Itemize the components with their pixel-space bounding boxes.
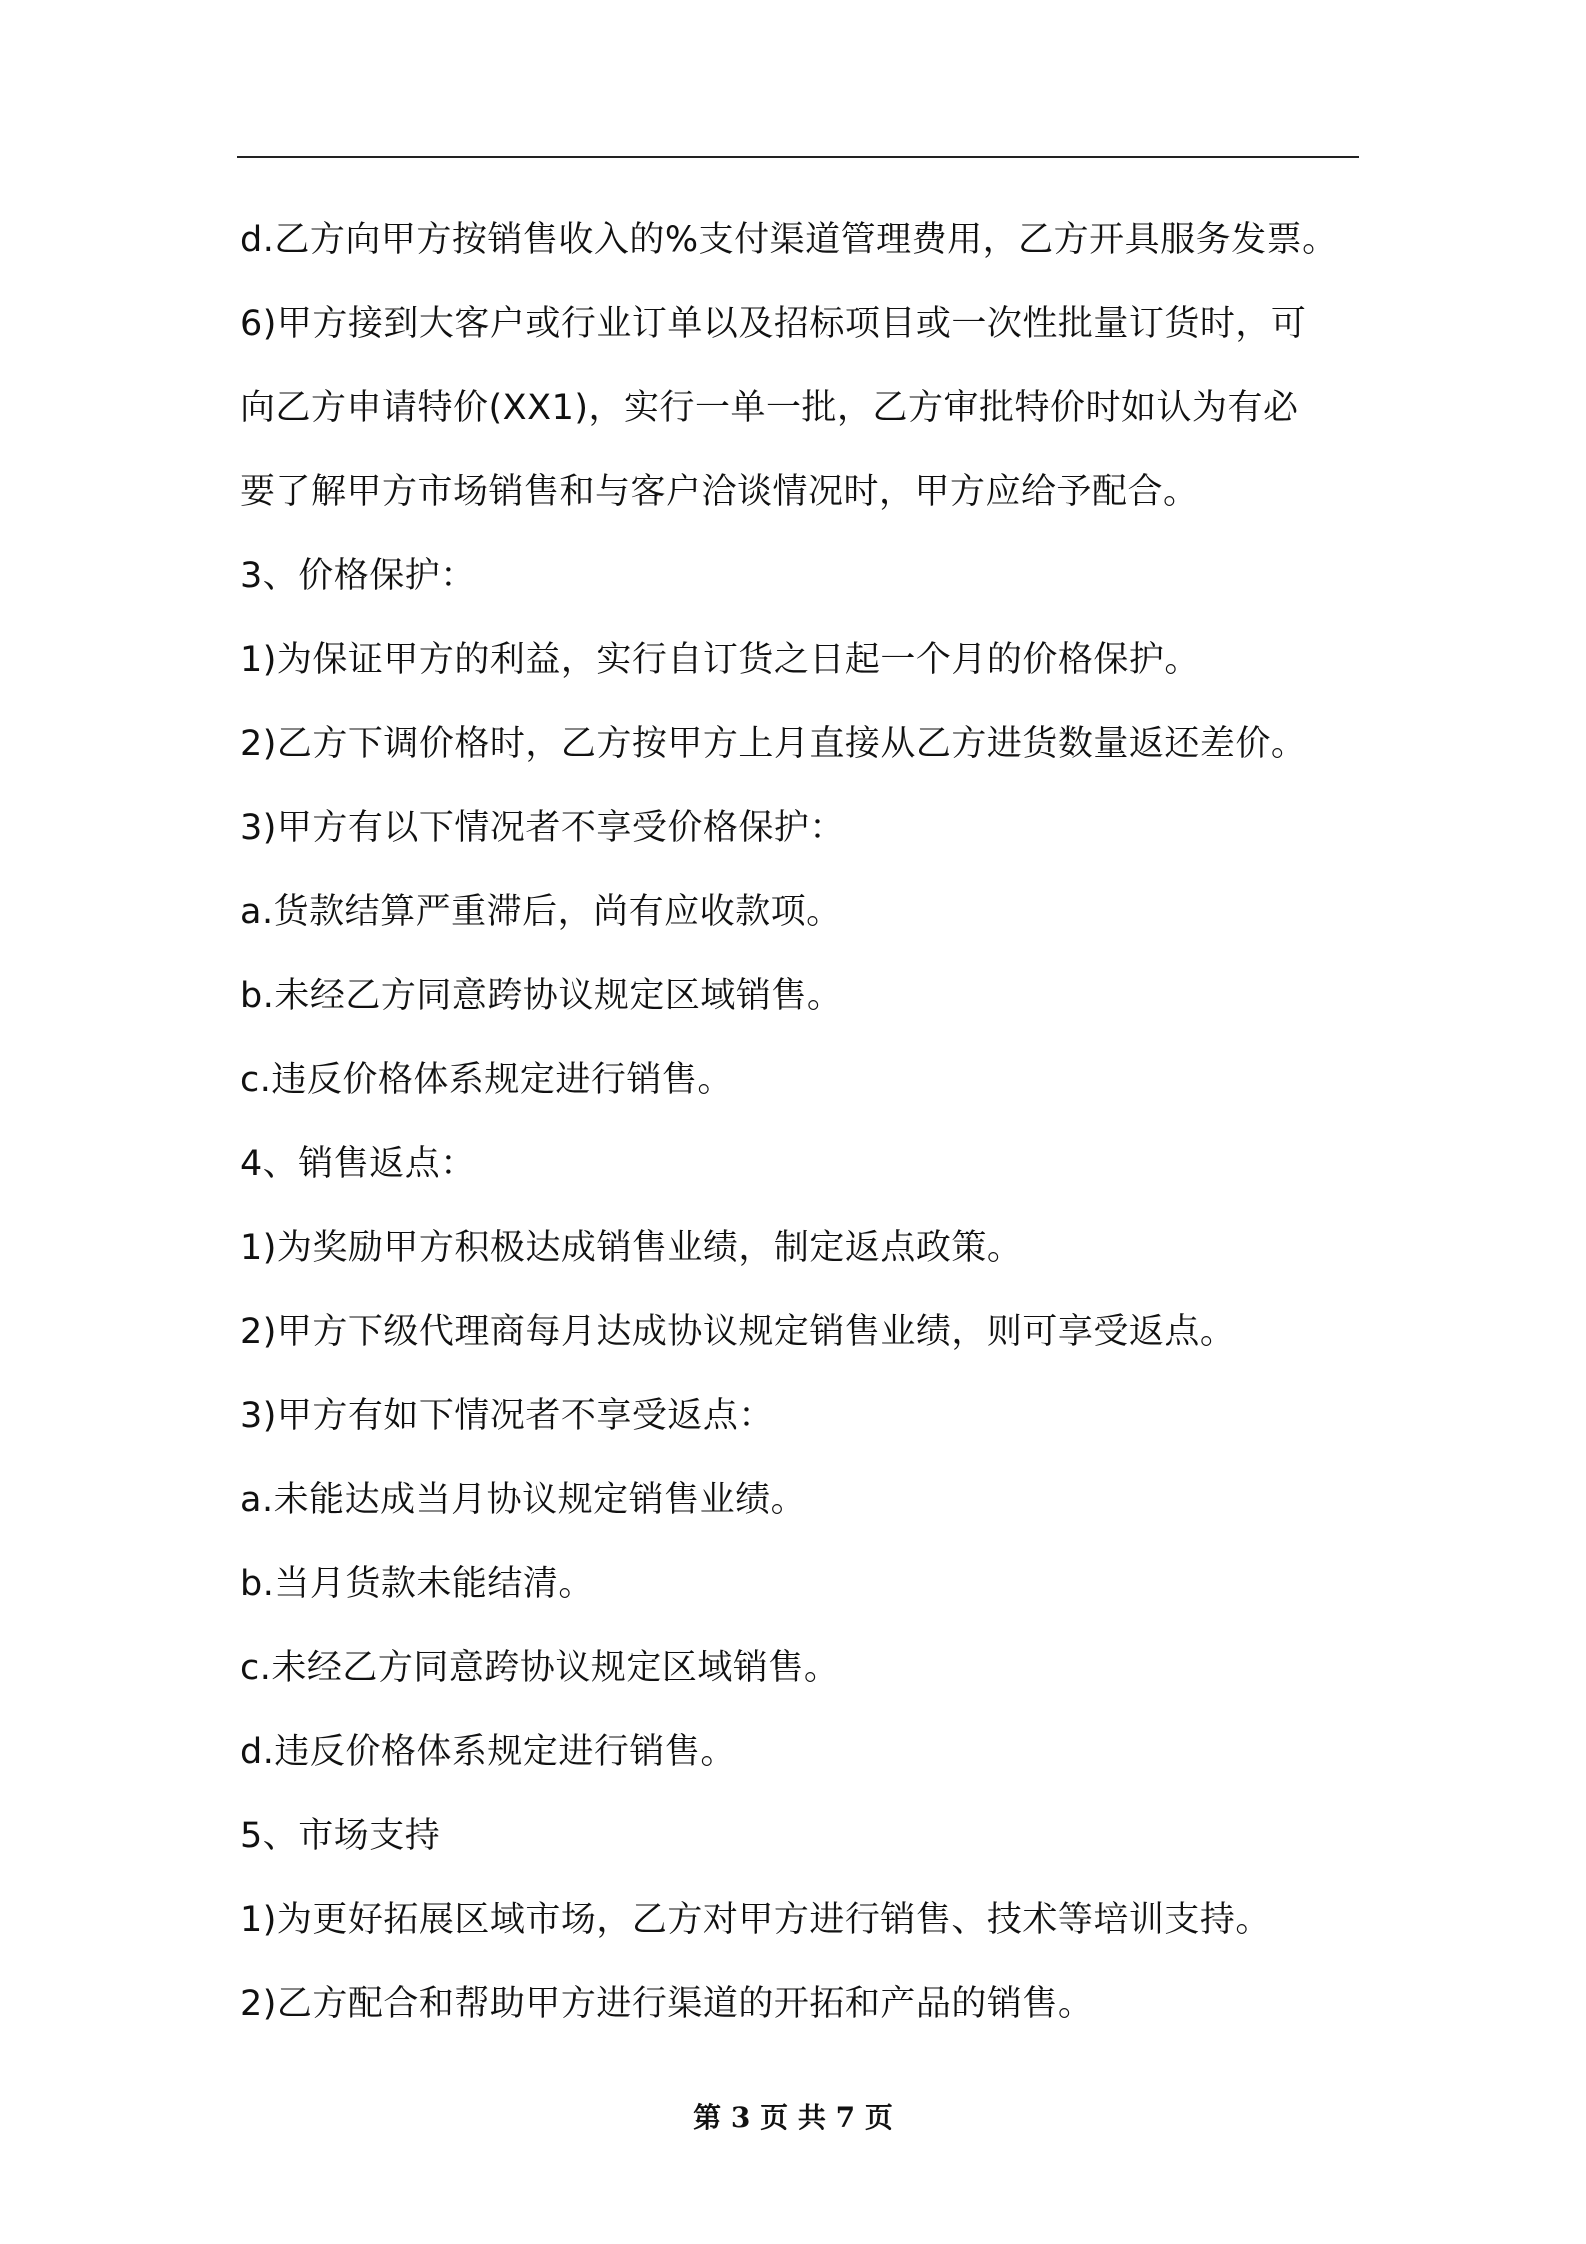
paragraph-line: d.违反价格体系规定进行销售。 — [240, 1732, 736, 1772]
paragraph-line: 1)为更好拓展区域市场，乙方对甲方进行销售、技术等培训支持。 — [240, 1900, 1271, 1940]
paragraph-line: 2)乙方配合和帮助甲方进行渠道的开拓和产品的销售。 — [240, 1984, 1094, 2024]
document-body — [240, 198, 1380, 2046]
paragraph-line: a.未能达成当月协议规定销售业绩。 — [240, 1480, 807, 1520]
paragraph-line: 3)甲方有如下情况者不享受返点： — [240, 1396, 774, 1436]
paragraph-line: a.货款结算严重滞后，尚有应收款项。 — [240, 892, 842, 932]
paragraph-line: 要了解甲方市场销售和与客户洽谈情况时，甲方应给予配合。 — [240, 472, 1199, 512]
paragraph-line: 1)为保证甲方的利益，实行自订货之日起一个月的价格保护。 — [240, 640, 1200, 680]
page-number-footer: 第 3 页 共 7 页 — [693, 2101, 893, 2134]
paragraph-line: c.未经乙方同意跨协议规定区域销售。 — [240, 1648, 840, 1688]
paragraph-line: d.乙方向甲方按销售收入的%支付渠道管理费用，乙方开具服务发票。 — [240, 220, 1338, 260]
section-heading: 4、销售返点： — [240, 1144, 476, 1184]
header-rule — [237, 156, 1359, 158]
paragraph-line: 3)甲方有以下情况者不享受价格保护： — [240, 808, 845, 848]
paragraph-line: 6)甲方接到大客户或行业订单以及招标项目或一次性批量订货时，可 — [240, 304, 1307, 344]
paragraph-line: 2)乙方下调价格时，乙方按甲方上月直接从乙方进货数量返还差价。 — [240, 724, 1307, 764]
paragraph-line: 1)为奖励甲方积极达成销售业绩，制定返点政策。 — [240, 1228, 1023, 1268]
paragraph-line: 2)甲方下级代理商每月达成协议规定销售业绩，则可享受返点。 — [240, 1312, 1236, 1352]
paragraph-line: b.当月货款未能结清。 — [240, 1564, 594, 1604]
section-heading: 3、价格保护： — [240, 556, 476, 596]
section-heading: 5、市场支持 — [240, 1816, 441, 1856]
paragraph-line: 向乙方申请特价(XX1)，实行一单一批，乙方审批特价时如认为有必 — [240, 388, 1299, 428]
paragraph-line: c.违反价格体系规定进行销售。 — [240, 1060, 733, 1100]
paragraph-line: b.未经乙方同意跨协议规定区域销售。 — [240, 976, 843, 1016]
